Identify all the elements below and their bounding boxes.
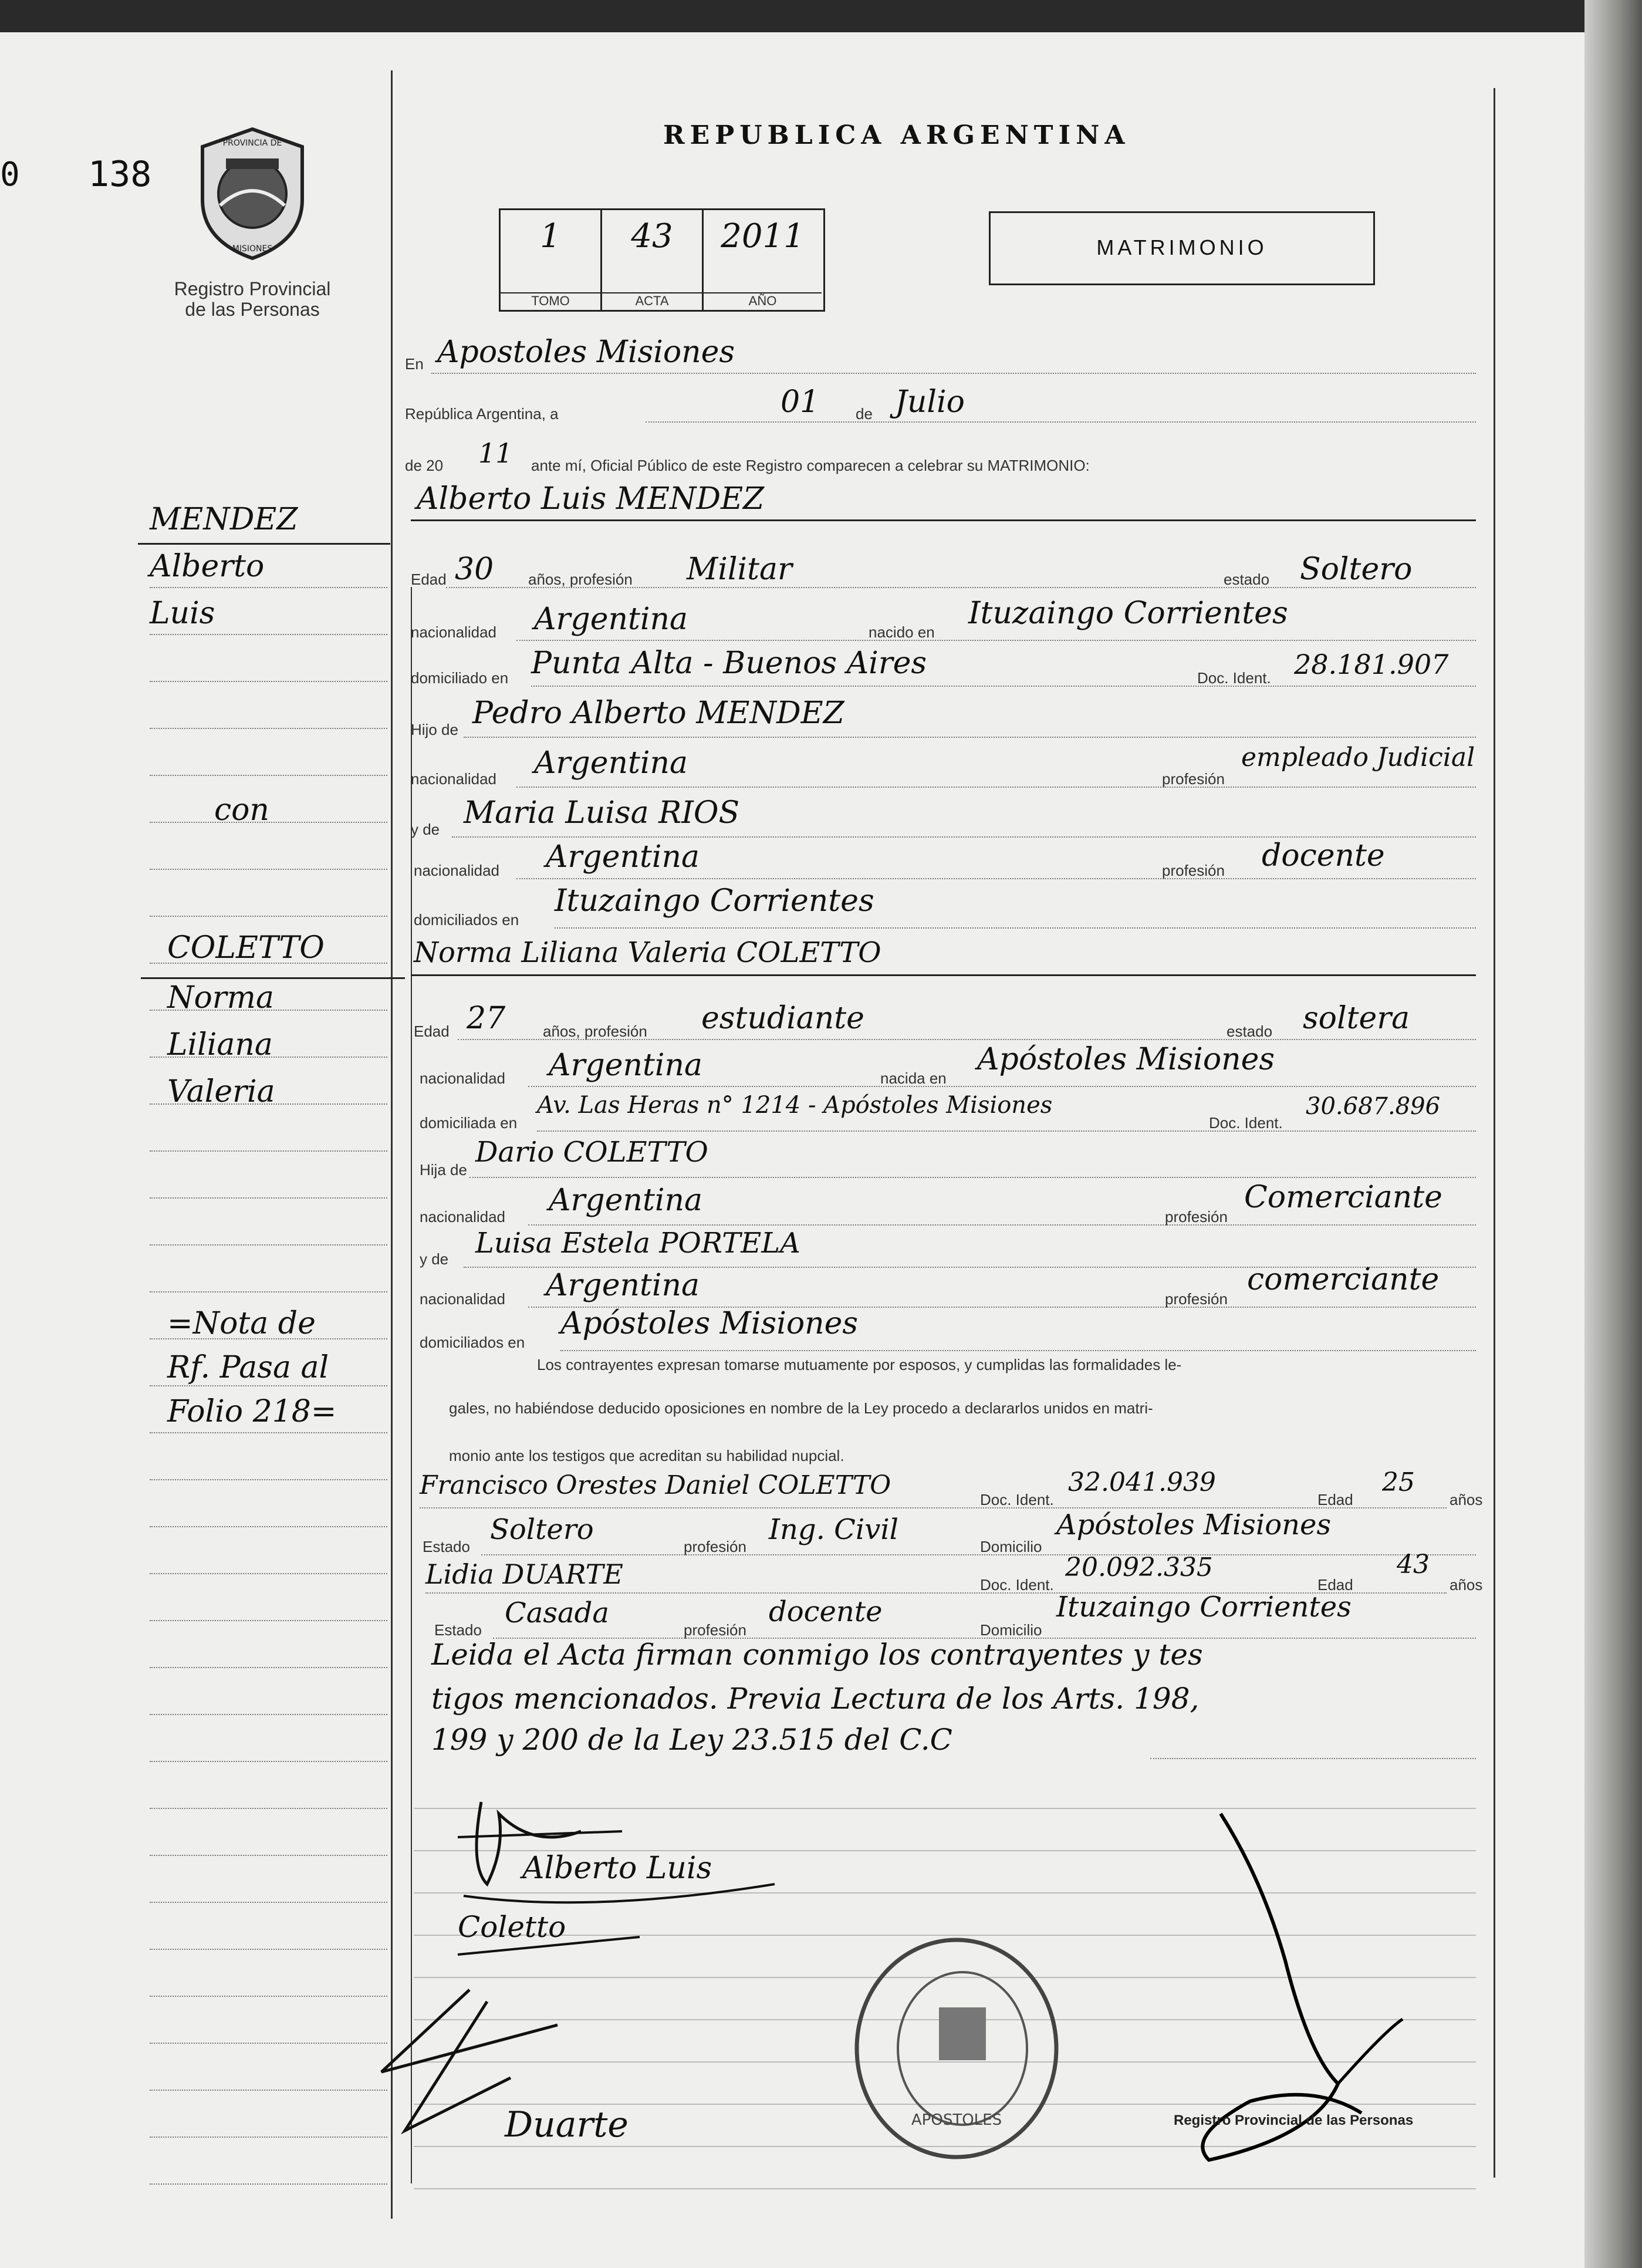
bride-father-profession: Comerciante <box>1244 1180 1442 1215</box>
groom-domiciliado-label: domiciliado en <box>411 669 509 687</box>
witness1-profession: Ing. Civil <box>769 1513 899 1546</box>
bride-estado-label: estado <box>1227 1022 1273 1040</box>
margin-ruled-line <box>150 587 387 588</box>
page-number: 138 <box>88 154 152 195</box>
groom-estado-label: estado <box>1224 571 1270 588</box>
groom-hijo-label: Hijo de <box>411 721 458 738</box>
margin-rule <box>138 543 390 545</box>
margin-ruled-line <box>150 1714 387 1715</box>
witness1-domicilio-label: Domicilio <box>980 1538 1042 1555</box>
margin-note-3: Folio 218= <box>167 1394 337 1429</box>
provincial-seal-icon <box>191 123 314 264</box>
margin-ruled-line <box>150 1620 387 1621</box>
bride-mother-profesion-label: profesión <box>1165 1290 1228 1308</box>
witness2-anos-label: años <box>1450 1576 1483 1594</box>
groom-doc-label: Doc. Ident. <box>1197 669 1271 687</box>
bride-father-nationality-label: nacionalidad <box>420 1208 506 1226</box>
bride-age: 27 <box>467 1001 506 1036</box>
bride-yde-label: y de <box>420 1250 449 1268</box>
margin-ruled-line <box>150 1197 387 1199</box>
margin-ruled-line <box>150 1244 387 1246</box>
groom-father-nationality-label: nacionalidad <box>411 770 497 788</box>
margin-ruled-line <box>150 728 387 729</box>
bride-father-nationality: Argentina <box>549 1183 702 1218</box>
tomo-label: TOMO <box>501 292 600 309</box>
margin-ruled-line <box>150 634 387 635</box>
groom-mother-profesion-label: profesión <box>1162 862 1225 879</box>
margin-note-2: Rf. Pasa al <box>167 1350 329 1385</box>
margin-ruled-line <box>150 1573 387 1574</box>
witness1-profesion-label: profesión <box>684 1538 746 1555</box>
witness2-name: Lidia DUARTE <box>425 1558 624 1590</box>
country-title: REPUBLICA ARGENTINA <box>663 120 1130 150</box>
margin-ruled-line <box>150 2137 387 2138</box>
margin-ruled-line <box>150 1010 387 1011</box>
margin-ruled-line <box>150 1761 387 1762</box>
bride-father: Dario COLETTO <box>475 1136 708 1169</box>
bride-mother-nationality: Argentina <box>546 1268 700 1303</box>
margin-ruled-line <box>150 1291 387 1292</box>
margin-bride-name-3: Valeria <box>167 1074 275 1109</box>
official-signature <box>1162 1808 1491 2183</box>
witness2-estado-label: Estado <box>434 1621 482 1639</box>
witness1-address: Apóstoles Misiones <box>1056 1508 1332 1541</box>
groom-father: Pedro Alberto MENDEZ <box>472 696 844 731</box>
anio-value: 2011 <box>721 217 805 255</box>
groom-signature-text: Alberto Luis <box>522 1851 712 1886</box>
legal-text-2: gales, no habiéndose deducido oposiciones en nombre de la Ley procedo a declararlos unidos en matri- <box>449 1399 1153 1417</box>
page-number-prefix: 0 <box>0 156 20 194</box>
margin-ruled-line <box>150 1385 387 1386</box>
round-seal-icon <box>845 1931 1068 2166</box>
left-margin-rule <box>391 70 393 2219</box>
bride-full-name: Norma Liliana Valeria COLETTO <box>414 936 881 969</box>
bride-name-rule <box>411 974 1476 976</box>
groom-mother-nationality: Argentina <box>546 839 700 875</box>
groom-mother-nationality-label: nacionalidad <box>414 862 500 879</box>
bride-profesion-label: años, profesión <box>543 1022 647 1040</box>
seal-top-text: PROVINCIA DE <box>222 139 282 148</box>
margin-rule <box>141 977 405 979</box>
bride-doc: 30.687.896 <box>1306 1093 1441 1120</box>
tomo-value: 1 <box>540 217 561 255</box>
margin-groom-name-1: Alberto <box>150 549 265 584</box>
witness1-age: 25 <box>1382 1467 1415 1497</box>
anio-label: AÑO <box>704 292 822 309</box>
acta-value: 43 <box>631 217 673 255</box>
groom-full-name: Alberto Luis MENDEZ <box>417 481 765 517</box>
registry-name: Registro Provincial de las Personas <box>174 278 331 320</box>
bride-nacionalidad-label: nacionalidad <box>420 1069 506 1087</box>
witness2-civil-status: Casada <box>505 1597 609 1629</box>
margin-note-1: =Nota de <box>167 1306 316 1341</box>
margin-ruled-line <box>150 2090 387 2091</box>
margin-ruled-line <box>150 1808 387 1809</box>
witness2-domicilio-label: Domicilio <box>980 1621 1042 1639</box>
margin-ruled-line <box>150 1057 387 1058</box>
groom-father-nationality: Argentina <box>534 745 688 781</box>
year-suffix: 11 <box>478 437 513 469</box>
legal-text-1: Los contrayentes expresan tomarse mutuamente por esposos, y cumplidas las formalidades le- <box>537 1356 1182 1373</box>
bride-nationality: Argentina <box>549 1048 702 1083</box>
acta-cell <box>602 210 704 310</box>
groom-mother: Maria Luisa RIOS <box>464 795 740 831</box>
margin-groom-name-2: Luis <box>150 596 215 631</box>
bride-signature-text: Coletto <box>458 1910 566 1944</box>
witness-signature-text: Duarte <box>505 2104 629 2145</box>
margin-ruled-line <box>150 1479 387 1480</box>
year-prefix: de 20 <box>405 457 444 474</box>
bride-domiciliada-label: domiciliada en <box>420 1114 518 1132</box>
bride-parents-label: domiciliados en <box>420 1334 525 1351</box>
groom-profession: Militar <box>687 552 792 587</box>
margin-ruled-line <box>150 1150 387 1152</box>
witness1-civil-status: Soltero <box>490 1513 594 1546</box>
margin-bride-surname: COLETTO <box>167 930 325 966</box>
witness1-anos-label: años <box>1450 1491 1483 1508</box>
groom-nationality: Argentina <box>534 602 688 637</box>
legal-text-3: monio ante los testigos que acreditan su habilidad nupcial. <box>449 1447 844 1464</box>
groom-civil-status: Soltero <box>1300 552 1413 587</box>
groom-edad-label: Edad <box>411 571 447 588</box>
margin-ruled-line <box>150 1338 387 1339</box>
witness2-age: 43 <box>1397 1550 1430 1580</box>
witness2-address: Ituzaingo Corrientes <box>1056 1591 1352 1624</box>
groom-father-profession: empleado Judicial <box>1241 743 1475 772</box>
intro-text: ante mí, Oficial Público de este Registro comparecen a celebrar su MATRIMONIO: <box>531 457 1090 474</box>
witness2-profesion-label: profesión <box>684 1621 746 1639</box>
margin-ruled-line <box>150 681 387 682</box>
margin-ruled-line <box>150 1667 387 1668</box>
margin-ruled-line <box>150 963 387 964</box>
tomo-cell <box>501 210 602 310</box>
bride-mother-nationality-label: nacionalidad <box>420 1290 506 1308</box>
groom-nacido-label: nacido en <box>869 623 935 641</box>
witness1-name: Francisco Orestes Daniel COLETTO <box>420 1470 891 1500</box>
record-number-box <box>499 208 825 312</box>
bride-nacida-label: nacida en <box>880 1069 947 1087</box>
witness2-profession: docente <box>769 1595 883 1628</box>
witness1-estado-label: Estado <box>423 1538 470 1555</box>
place: Apostoles Misiones <box>437 335 735 370</box>
groom-yde-label: y de <box>411 821 440 838</box>
witness-signature <box>370 1978 769 2172</box>
margin-ruled-line <box>150 1996 387 1997</box>
bride-parents-address: Apóstoles Misiones <box>560 1306 859 1341</box>
acta-label: ACTA <box>602 292 702 309</box>
bride-civil-status: soltera <box>1303 1001 1410 1036</box>
margin-con: con <box>214 792 269 828</box>
groom-birthplace: Ituzaingo Corrientes <box>968 596 1288 631</box>
groom-doc: 28.181.907 <box>1294 649 1449 680</box>
margin-groom-surname: MENDEZ <box>150 502 298 537</box>
margin-ruled-line <box>150 822 387 823</box>
bride-mother-profession: comerciante <box>1247 1262 1440 1297</box>
margin-ruled-line <box>150 1432 387 1433</box>
witness2-doc-label: Doc. Ident. <box>980 1576 1054 1594</box>
margin-ruled-line <box>150 1949 387 1950</box>
margin-ruled-line <box>150 1526 387 1527</box>
margin-ruled-line <box>150 2043 387 2044</box>
closing-line-1: Leida el Acta firman conmigo los contrayentes y tes <box>431 1638 1203 1672</box>
groom-mother-profession: docente <box>1262 838 1385 873</box>
bride-birthplace: Apóstoles Misiones <box>977 1042 1275 1077</box>
groom-age: 30 <box>455 552 494 587</box>
groom-father-profesion-label: profesión <box>1162 770 1225 788</box>
document-type-box <box>989 211 1375 285</box>
witness2-edad-label: Edad <box>1317 1576 1353 1594</box>
bride-edad-label: Edad <box>414 1022 450 1040</box>
groom-parents-address: Ituzaingo Corrientes <box>555 883 874 919</box>
margin-ruled-line <box>150 1103 387 1105</box>
document-type: MATRIMONIO <box>1096 235 1268 259</box>
margin-ruled-line <box>150 916 387 917</box>
bride-signature <box>452 1902 663 1972</box>
groom-name-rule <box>411 519 1476 521</box>
anio-cell <box>704 210 822 310</box>
margin-ruled-line <box>150 869 387 870</box>
de-label: de <box>856 405 873 423</box>
bride-hija-label: Hija de <box>420 1161 467 1179</box>
bride-doc-label: Doc. Ident. <box>1209 1114 1283 1132</box>
page-edge <box>1584 0 1642 2268</box>
groom-parents-label: domiciliados en <box>414 911 519 929</box>
groom-nacionalidad-label: nacionalidad <box>411 623 497 641</box>
official-stamp-text: Registro Provincial de las Personas <box>1174 2112 1414 2128</box>
margin-ruled-line <box>150 2183 387 2185</box>
margin-ruled-line <box>150 1855 387 1856</box>
right-margin-rule <box>1494 88 1495 2178</box>
closing-line-3: 199 y 200 de la Ley 23.515 del C.C <box>431 1723 952 1757</box>
bride-address: Av. Las Heras n° 1214 - Apóstoles Misiones <box>537 1092 1053 1119</box>
margin-bride-name-1: Norma <box>167 980 274 1015</box>
en-label: En <box>405 355 424 373</box>
bride-father-profesion-label: profesión <box>1165 1208 1228 1226</box>
witness1-edad-label: Edad <box>1317 1491 1353 1508</box>
bride-mother: Luisa Estela PORTELA <box>475 1227 800 1260</box>
margin-ruled-line <box>150 775 387 776</box>
body-ruled-line <box>414 2188 1476 2189</box>
month: Julio <box>895 384 965 420</box>
witness1-doc: 32.041.939 <box>1068 1467 1216 1497</box>
witness2-doc: 20.092.335 <box>1065 1553 1213 1582</box>
groom-address: Punta Alta - Buenos Aires <box>531 646 927 681</box>
closing-line-2: tigos mencionados. Previa Lectura de los Arts. 198, <box>431 1682 1200 1716</box>
bride-profession: estudiante <box>701 1001 864 1036</box>
margin-ruled-line <box>150 1902 387 1903</box>
margin-bride-name-2: Liliana <box>167 1027 273 1062</box>
day: 01 <box>781 384 820 420</box>
seal-bottom-text: MISIONES <box>232 244 273 254</box>
witness1-doc-label: Doc. Ident. <box>980 1491 1054 1508</box>
groom-profesion-label: años, profesión <box>528 571 633 588</box>
round-seal-text: APOSTOLES <box>911 2111 1002 2129</box>
republica-label: República Argentina, a <box>405 405 559 423</box>
